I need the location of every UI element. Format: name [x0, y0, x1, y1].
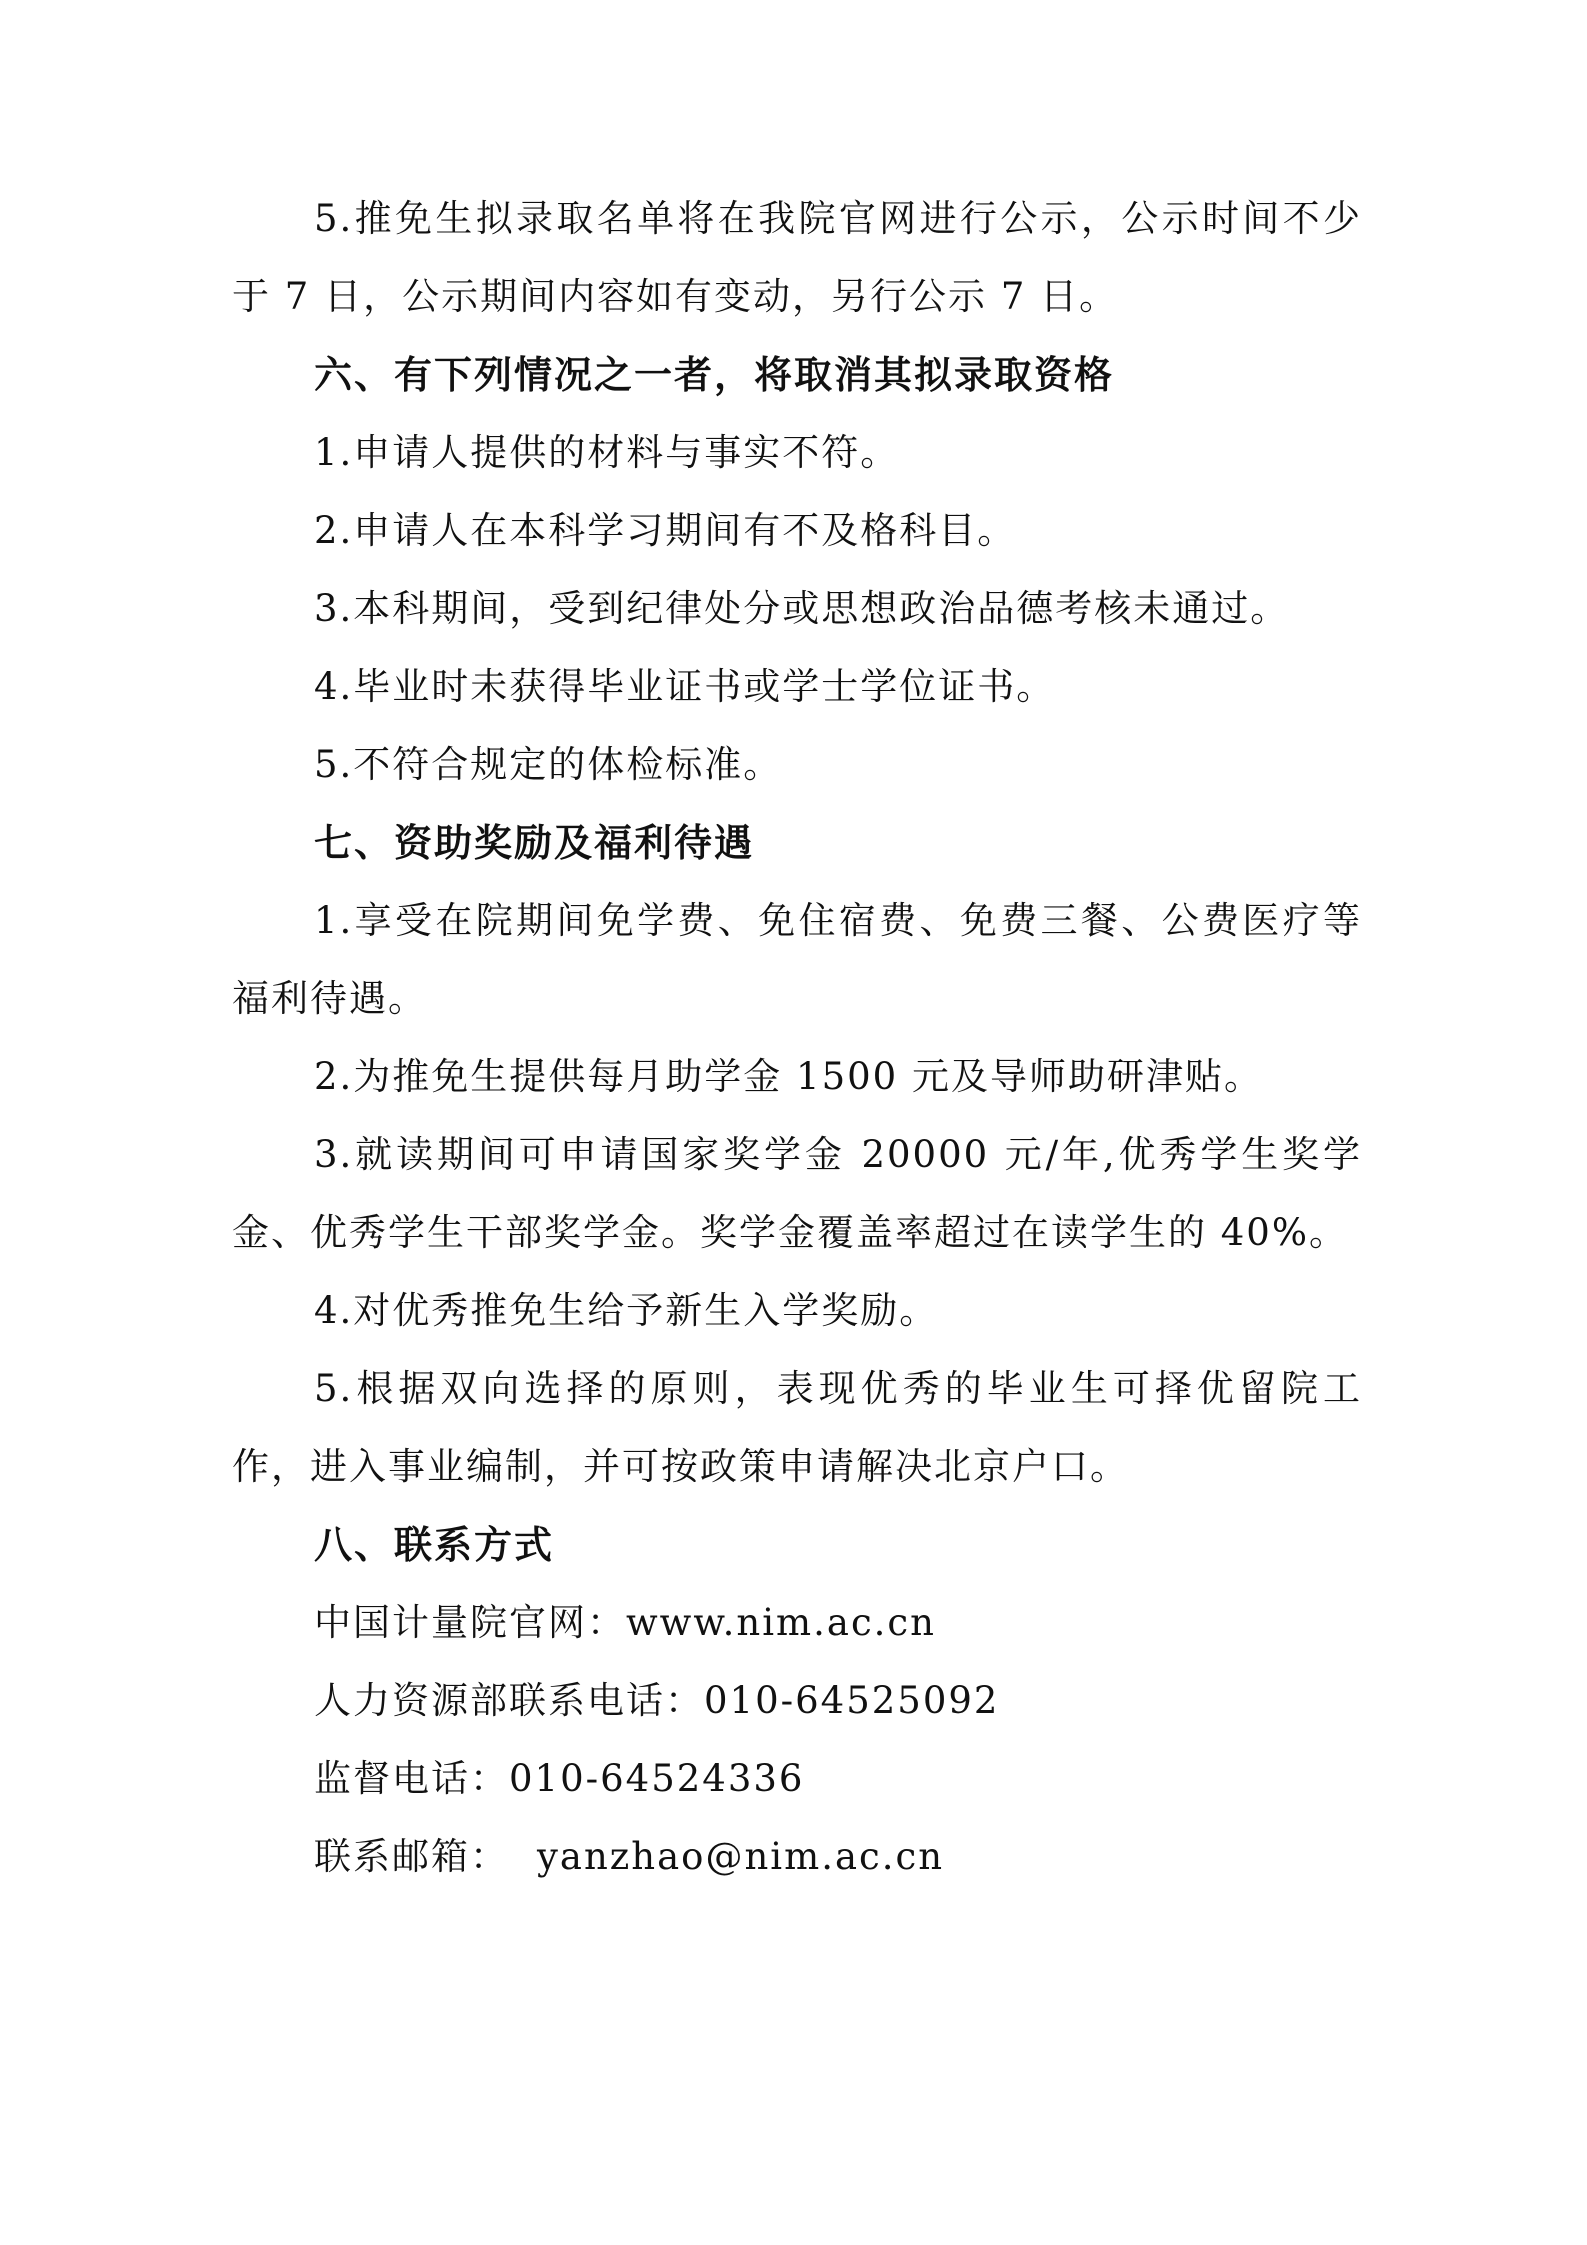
disqualification-item-2: 2.申请人在本科学习期间有不及格科目。 [314, 509, 1017, 552]
supervision-phone-line [232, 1740, 1362, 1818]
supervision-phone-number: 010-64524336 [509, 1757, 805, 1800]
email-address[interactable]: yanzhao@nim.ac.cn [537, 1835, 945, 1878]
supervision-phone-label: 监督电话： [314, 1757, 509, 1800]
hr-phone-label: 人力资源部联系电话： [314, 1679, 704, 1722]
section-8-heading: 八、联系方式 [314, 1523, 555, 1567]
section-7-heading: 七、资助奖励及福利待遇 [314, 821, 755, 865]
hr-phone-line [232, 1662, 1362, 1740]
section-6-heading: 六、有下列情况之一者，将取消其拟录取资格 [314, 353, 1115, 397]
benefit-item-5: 5.根据双向选择的原则，表现优秀的毕业生可择优留院工作，进入事业编制，并可按政策申请解决北京户口。 [232, 1367, 1362, 1488]
benefit-item-1: 1.享受在院期间免学费、免住宿费、免费三餐、公费医疗等福利待遇。 [232, 899, 1362, 1020]
hr-phone-number: 010-64525092 [704, 1679, 1000, 1722]
website-link[interactable]: www.nim.ac.cn [626, 1601, 936, 1644]
admission-list-publicity-paragraph: 5.推免生拟录取名单将在我院官网进行公示，公示时间不少于 7 日，公示期间内容如有变动，另行公示 7 日。 [232, 197, 1362, 318]
disqualification-item-3: 3.本科期间，受到纪律处分或思想政治品德考核未通过。 [314, 587, 1290, 630]
email-label: 联系邮箱： [314, 1835, 509, 1878]
disqualification-item-5: 5.不符合规定的体检标准。 [314, 743, 783, 786]
benefit-item-2: 2.为推免生提供每月助学金 1500 元及导师助研津贴。 [314, 1055, 1263, 1098]
disqualification-item-4: 4.毕业时未获得毕业证书或学士学位证书。 [314, 665, 1056, 708]
website-label: 中国计量院官网： [314, 1601, 626, 1644]
disqualification-item-1: 1.申请人提供的材料与事实不符。 [314, 431, 900, 474]
email-line [232, 1818, 1362, 1896]
website-line [232, 1584, 1362, 1662]
benefit-item-3: 3.就读期间可申请国家奖学金 20000 元/年,优秀学生奖学金、优秀学生干部奖学金。奖学金覆盖率超过在读学生的 40%。 [232, 1133, 1362, 1254]
document-page [232, 180, 1362, 1896]
benefit-item-4: 4.对优秀推免生给予新生入学奖励。 [314, 1289, 939, 1332]
